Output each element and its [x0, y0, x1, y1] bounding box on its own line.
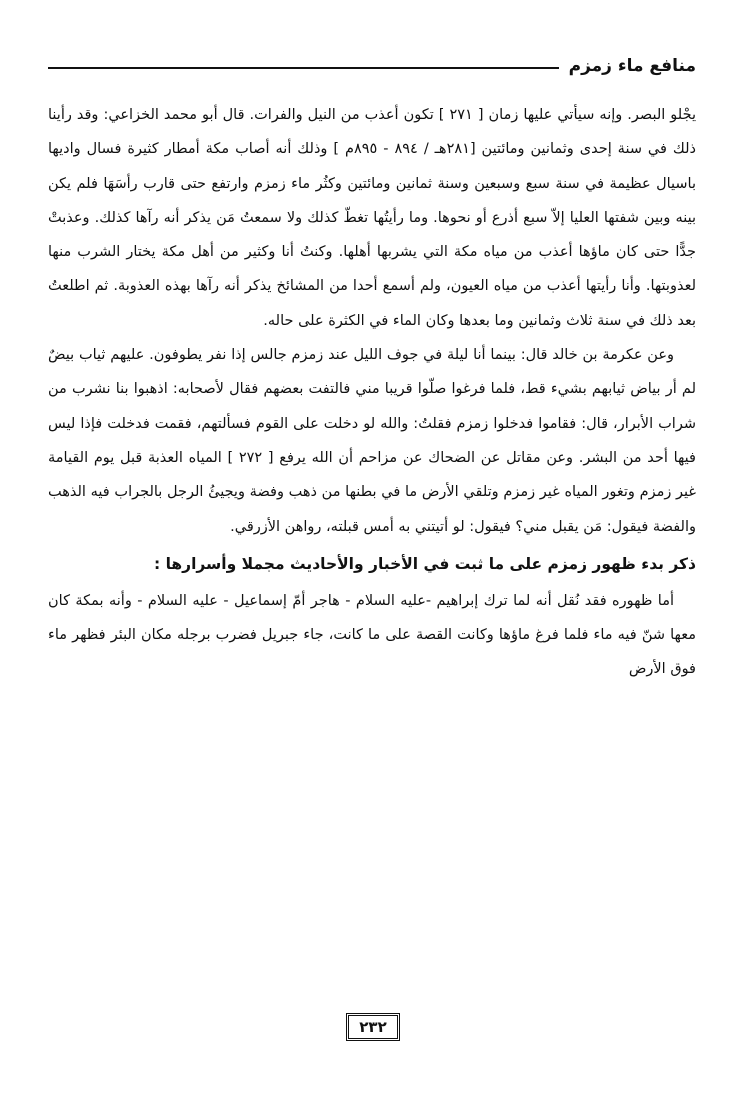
- running-header: [48, 52, 696, 80]
- page-number: [0, 1013, 746, 1041]
- running-header-title: منافع ماء زمزم: [568, 56, 696, 76]
- page-number-box: ٢٣٢: [346, 1013, 399, 1041]
- body-text: [48, 98, 696, 687]
- paragraph-well-water: يجْلو البصر. وإنه سيأتي عليها زمان [ ٢٧١ ] تكون أعذب من النيل والفرات. قال أبو محمد الخزاعي: وقد رأينا ذلك في سنة إحدى وثمانين ومائتين [٢٨١هـ / ٨٩٤ - ٨٩٥م ] وذلك أنه أصاب مكة أمطار كثيرة فسال واديها باسيال عظيمة في سنة سبع وسبعين وسنة ثمانين ومائتين وكثُر ماء زمزم وارتفع حتى قارب رأسَهَا فلم يكن بينه وبين شفتها العليا إلاّ سبع أذرع أو نحوها. وما رأيتُها تغطّ كذلك ولا سمعتُ مَن يذكر أنه رآها كذلك. وعذبتْ جدًّا حتى كان ماؤها أعذب من مياه مكة التي يشربها أهلها. وكنتُ أنا وكثير من أهل مكة يختار الشرب منها لعذوبتها. وأنا رأيتها أعذب من مياه العيون، ولم أسمع أحدا من المشائخ يذكر أنه رآها بهذه العذوبة. ثم اطلعتُ بعد ذلك في سنة ثلاث وثمانين وما بعدها وكان الماء في الكثرة على حاله.: [48, 107, 696, 329]
- header-rule: [48, 67, 559, 69]
- paragraph-origin: أما ظهوره فقد نُقل أنه لما ترك إبراهيم -عليه السلام - هاجر أمّ إسماعيل - عليه السلام - وأنه بمكة كان معها شنّ فيه ماء فلما فرغ ماؤها وكانت القصة على ما كانت، جاء جبريل فضرب برجله مكان البئر فظهر ماء فوق الأرض: [48, 592, 696, 678]
- section-heading: ذكر بدء ظهور زمزم على ما ثبت في الأخبار والأحاديث مجملا وأسرارها :: [154, 554, 696, 573]
- paragraph-ikrimah: وعن عكرمة بن خالد قال: بينما أنا ليلة في جوف الليل عند زمزم جالس إذا نفر يطوفون. عليهم ثياب بيضٌ لم أر بياض ثيابهم بشيء قط، فلما فرغوا صلّوا قريبا مني فالتفت بعضهم فقال لأصحابه: اذهبوا بنا نشرب من شراب الأبرار، قال: فقاموا فدخلوا زمزم فقلتُ: والله لو دخلت على القوم فسألتهم، فقمت فدخلت فإذا ليس فيها أحد من البشر. وعن مقاتل عن الضحاك عن مزاحم أن الله يرفع [ ٢٧٢ ] المياه العذبة قبل يوم القيامة غير زمزم وتغور المياه غير زمزم وتلقي الأرض ما في بطنها من ذهب وفضة ويجيئُ الرجل بالجراب فيه الذهب والفضة فيقول: مَن يقبل مني؟ فيقول: لو أتيتني به أمس قبلته، رواهن الأزرقي.: [48, 347, 696, 535]
